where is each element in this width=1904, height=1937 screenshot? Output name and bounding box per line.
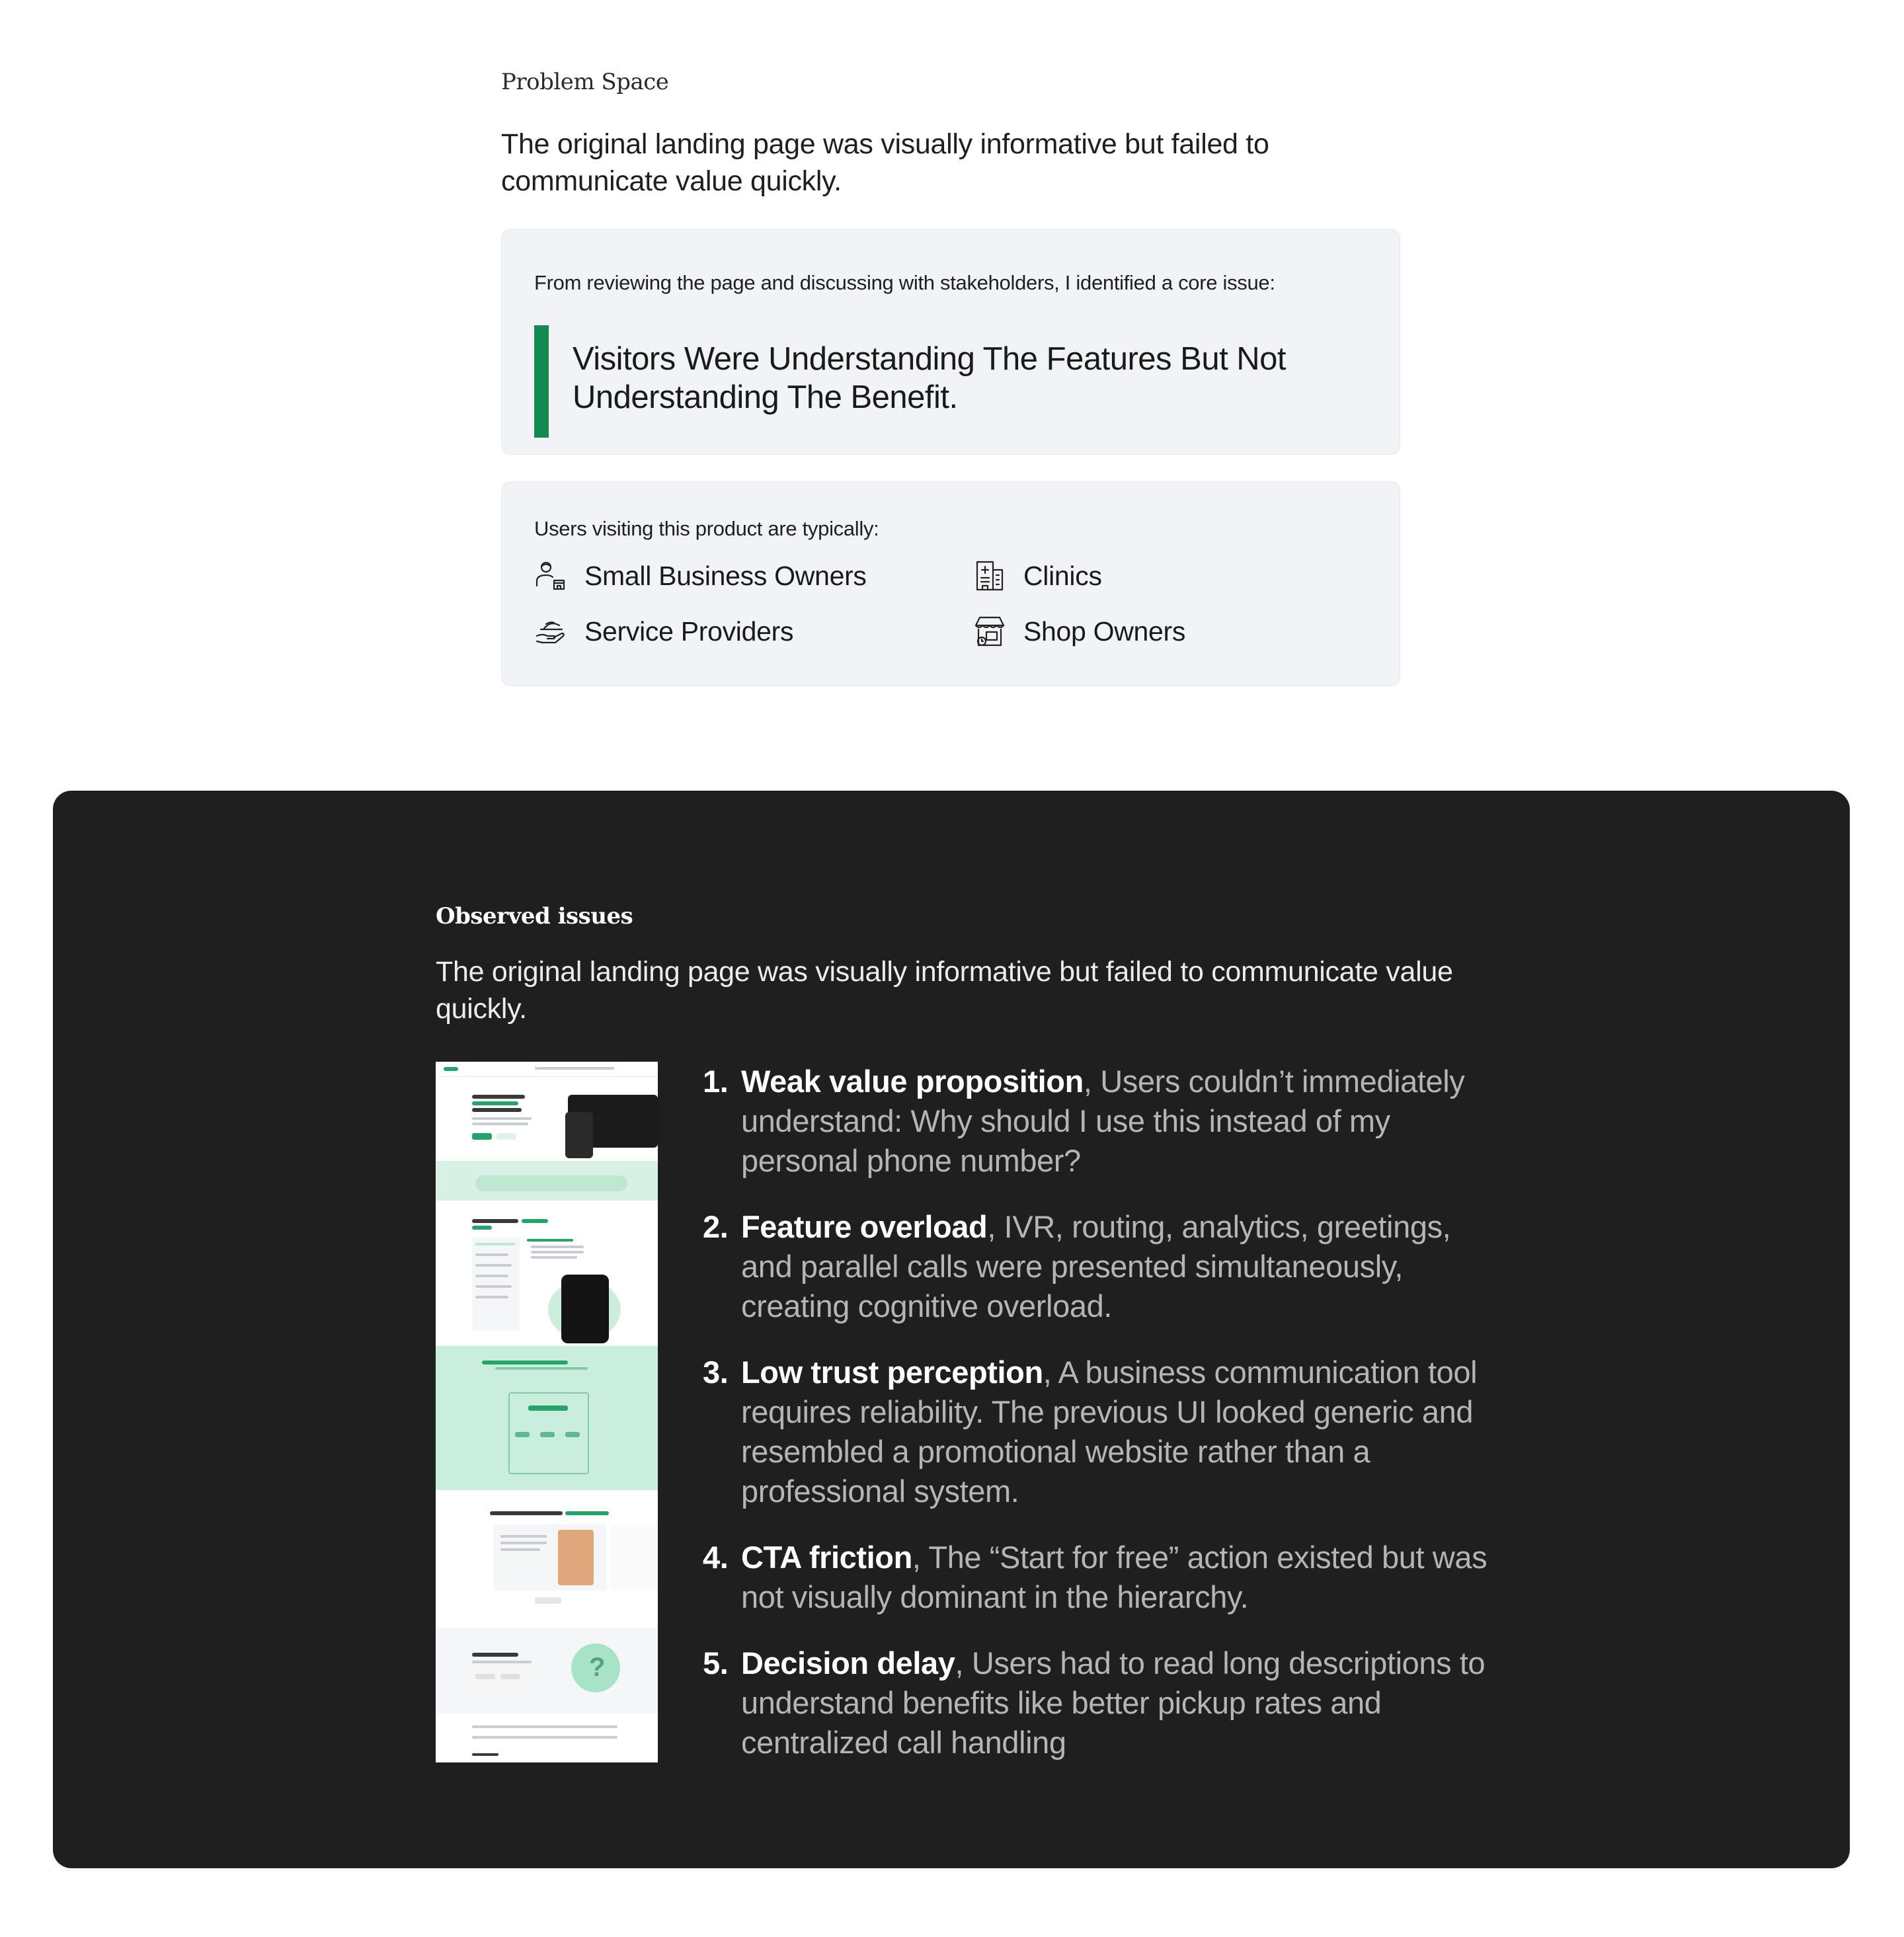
- section-eyebrow: Observed issues: [436, 903, 633, 929]
- issue-number: 3.: [703, 1355, 729, 1390]
- issue-title: Low trust perception: [741, 1355, 1043, 1390]
- issue-item: [703, 1207, 1496, 1326]
- issue-description: , Users couldn’t immediately understand: Why should I use this instead of my personal phone number?: [741, 1064, 1465, 1178]
- core-issue-quote: [534, 325, 1367, 438]
- user-type-shop-owners: [973, 616, 1343, 647]
- issue-description: , The “Start for free” action existed but was not visually dominant in the hierarchy.: [741, 1540, 1488, 1614]
- issue-number: 1.: [703, 1064, 729, 1099]
- section-eyebrow: Problem Space: [501, 69, 669, 95]
- issue-description: , Users had to read long descriptions to understand benefits like better pickup rates and centralized call handling: [741, 1645, 1486, 1760]
- issue-item: [703, 1062, 1496, 1181]
- user-type-small-business-owners: [534, 561, 973, 591]
- issue-item: [703, 1353, 1496, 1511]
- business-owner-icon: [534, 559, 567, 592]
- user-type-service-providers: [534, 616, 973, 647]
- problem-space-section: [501, 69, 1400, 686]
- core-issue-intro: From reviewing the page and discussing with stakeholders, I identified a core issue:: [534, 271, 1275, 294]
- issue-title: Decision delay: [741, 1645, 955, 1680]
- core-issue-quote-text: Visitors Were Understanding The Features But Not Understanding The Benefit.: [573, 341, 1287, 415]
- clinic-icon: [973, 559, 1006, 592]
- quote-accent-bar: [534, 325, 549, 438]
- user-type-label: Service Providers: [584, 615, 794, 647]
- section-lead: The original landing page was visually informative but failed to communicate value quickly.: [501, 128, 1269, 197]
- observed-issues-section: [53, 791, 1850, 1868]
- issue-title: Weak value proposition: [741, 1064, 1084, 1099]
- issue-title: CTA friction: [741, 1540, 912, 1575]
- issue-description: , IVR, routing, analytics, greetings, and parallel calls were presented simultaneously, creating cognitive overload.: [741, 1209, 1451, 1324]
- user-type-label: Small Business Owners: [584, 560, 867, 591]
- service-hand-icon: [534, 615, 567, 648]
- issue-item: [703, 1538, 1496, 1617]
- observed-issues-content: [436, 903, 1560, 1760]
- original-landing-page-screenshot: ?: [436, 1062, 658, 1762]
- user-types-intro: Users visiting this product are typically:: [534, 517, 879, 540]
- issue-description: , A business communication tool requires reliability. The previous UI looked generic and resembled a promotional website rather than a professional system.: [741, 1355, 1478, 1509]
- issue-number: 2.: [703, 1209, 729, 1244]
- issue-item: [703, 1643, 1496, 1762]
- issue-title: Feature overload: [741, 1209, 988, 1244]
- user-type-clinics: [973, 561, 1343, 591]
- core-issue-card: [501, 229, 1400, 455]
- user-type-label: Shop Owners: [1023, 615, 1186, 647]
- user-type-label: Clinics: [1023, 560, 1102, 591]
- section-lead: The original landing page was visually informative but failed to communicate value quickly.: [436, 956, 1453, 1025]
- user-types-grid: [534, 561, 1367, 647]
- issue-number: 5.: [703, 1645, 729, 1680]
- shop-icon: [973, 615, 1006, 648]
- issues-list: [703, 1062, 1496, 1789]
- user-types-card: [501, 481, 1400, 686]
- issue-number: 4.: [703, 1540, 729, 1575]
